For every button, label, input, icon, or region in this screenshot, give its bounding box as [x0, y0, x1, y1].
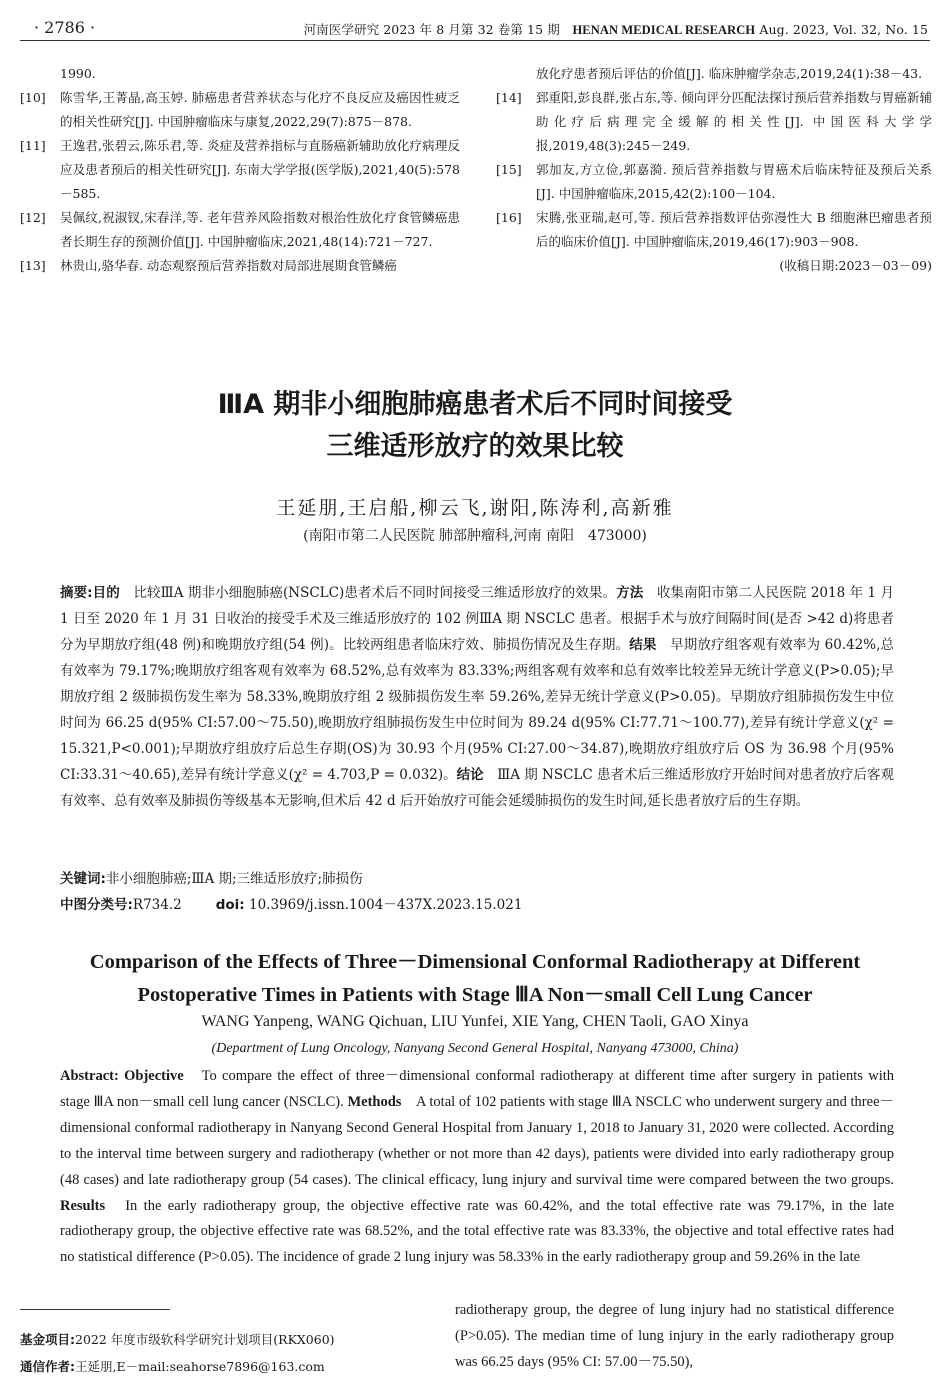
methods-en-label: Methods [347, 1093, 402, 1110]
reference-item: [11] 王逸君,张碧云,陈乐君,等. 炎症及营养指标与直肠癌新辅助放化疗病理反应及患者预后的相关性研究[J]. 东南大学学报(医学版),2021,40(5):578－585. [20, 138, 460, 201]
reference-item: [16] 宋腾,张亚瑞,赵可,等. 预后营养指数评估弥漫性大 B 细胞淋巴瘤患者预后的临床价值[J]. 中国肿瘤临床,2019,46(17):903－908. [496, 210, 932, 249]
clc-value: R734.2 [132, 897, 182, 913]
reference-item: [12] 吴佩纹,祝淑钗,宋春洋,等. 老年营养风险指数对根治性放化疗食管鳞癌患者长期生存的预测价值[J]. 中国肿瘤临床,2021,48(14):721－727. [20, 210, 460, 249]
journal-name-cn: 河南医学研究 2023 年 8 月第 32 卷第 15 期 [303, 22, 560, 37]
corr-label: 通信作者: [20, 1359, 75, 1374]
keywords-text: 非小细胞肺癌;ⅢA 期;三维适形放疗;肺损伤 [105, 871, 363, 887]
classification [60, 892, 894, 918]
keywords [60, 866, 894, 892]
methods-text: 收集南阳市第二人民医院 2018 年 1 月 1 日至 2020 年 1 月 31 日收治的接受手术及三维适形放疗的 102 例ⅢA 期 NSCLC 患者。根据手术与放疗间隔时间(是否 >42 d)将患者分为早期放疗组(48 例)和晚期放疗组(54 例)。比较两组患者临床疗效、肺损伤情况及生存期。 [60, 585, 895, 653]
abstract-en [60, 1064, 894, 1271]
references-left-column [20, 62, 460, 278]
journal-name-en: HENAN MEDICAL RESEARCH [572, 23, 756, 37]
objective-text: 比较ⅢA 期非小细胞肺癌(NSCLC)患者术后不同时间接受三维适形放疗的效果。 [133, 585, 617, 601]
reference-item: [14] 郅重阳,彭良群,张占东,等. 倾向评分匹配法探讨预后营养指数与胃癌新辅助化疗后病理完全缓解的相关性[J]. 中国医科大学学报,2019,48(3):245－249. [496, 90, 932, 153]
english-affiliation: (Department of Lung Oncology, Nanyang Second General Hospital, Nanyang 473000, China) [211, 1041, 739, 1056]
article-title-line2: 三维适形放疗的效果比较 [326, 431, 624, 462]
article-title [0, 384, 950, 468]
reference-item: [10] 陈雪华,王菁晶,高玉婷. 肺癌患者营养状态与化疗不良反应及癌因性疲乏的相关性研究[J]. 中国肿瘤临床与康复,2022,29(7):875－878. [20, 90, 460, 129]
article-title-line1: ⅢA 期非小细胞肺癌患者术后不同时间接受 [217, 389, 733, 420]
fund-footnote [20, 1330, 335, 1348]
abstract-en-continued: radiotherapy group, the degree of lung injury had no statistical difference (P>0.05). The median time of lung injury in the early radiotherapy group was 66.25 days (95% CI: 57.00－75.50), [455, 1302, 894, 1370]
english-authors: WANG Yanpeng, WANG Qichuan, LIU Yunfei, XIE Yang, CHEN Taoli, GAO Xinya [201, 1013, 749, 1030]
objective-en-label: Objective [124, 1068, 184, 1084]
conclusion-label: 结论 [456, 767, 484, 783]
page-number: · 2786 · [34, 18, 96, 37]
reference-item: [15] 郭加友,方立俭,郭嘉漪. 预后营养指数与胃癌术后临床特征及预后关系[J]. 中国肿瘤临床,2015,42(2):100－104. [496, 162, 932, 201]
abstract-en-label: Abstract: [60, 1068, 119, 1084]
reference-item: 放化疗患者预后评估的价值[J]. 临床肿瘤学杂志,2019,24(1):38－43. [536, 66, 923, 81]
results-en-text: In the early radiotherapy group, the objective effective rate was 60.42%, and the total effective rate was 79.17%, in the late radiotherapy group, the objective effective rate was 68.52%, and the total effective rate was 83.33%, the objective and total effective rates had no statistical difference (P>0.05). The incidence of grade 2 lung injury was 58.33% in the early radiotherapy group and 59.26% in the late [60, 1197, 895, 1266]
methods-label: 方法 [616, 585, 644, 601]
fund-text: 2022 年度市级软科学研究计划项目(RKX060) [75, 1332, 335, 1347]
article-authors: 王延朋,王启船,柳云飞,谢阳,陈涛利,高新雅 [276, 497, 674, 519]
results-text: 早期放疗组客观有效率为 60.42%,总有效率为 79.17%;晚期放疗组客观有效率为 68.52%,总有效率为 83.33%;两组客观有效率和总有效率比较差异无统计学意义(P>0.05);早期放疗组 2 级肺损伤发生率为 58.33%,晚期放疗组 2 级肺损伤发生率 59.26%,差异无统计学意义(P>0.05)。早期放疗组肺损伤发生中位时间为 66.25 d(95% CI:57.00～75.50),晚期放疗组肺损伤发生中位时间为 89.24 d(95% CI:77.71～100.77),差异有统计学意义(χ² = 15.321,P<0.001);早期放疗组放疗后总生存期(OS)为 30.93 个月(95% CI:27.00～34.87),晚期放疗组放疗后 OS 为 36.98 个月(95% CI:33.31～40.65),差异有统计学意义(χ² = 4.703,P = 0.032)。 [60, 637, 895, 783]
methods-en-text: A total of 102 patients with stage ⅢA NSCLC who underwent surgery and three－dimensional conformal radiotherapy in Nanyang Second General Hospital from January 1, 2018 to January 31, 2020 were collected. According to the interval time between surgery and radiotherapy (whether or not more than 42 days), patients were divided into early radiotherapy group (48 cases) and late radiotherapy group (54 cases). The clinical efficacy, lung injury and survival time were compared between the two groups. [60, 1093, 895, 1188]
doi-label: doi: [215, 897, 245, 913]
results-label: 结果 [629, 637, 657, 653]
keywords-label: 关键词: [60, 871, 106, 887]
journal-issue-en: Aug. 2023, Vol. 32, No. 15 [759, 22, 928, 37]
english-title-line1: Comparison of the Effects of Three－Dimensional Conformal Radiotherapy at Different [89, 951, 861, 973]
results-en-label: Results [60, 1197, 106, 1214]
clc-label: 中图分类号: [60, 897, 133, 913]
english-title-line2: Postoperative Times in Patients with Stage ⅢA Non－small Cell Lung Cancer [137, 984, 813, 1006]
article-affiliation: (南阳市第二人民医院 肺部肿瘤科,河南 南阳 473000) [303, 528, 647, 544]
doi-value: 10.3969/j.issn.1004－437X.2023.15.021 [248, 897, 523, 913]
english-title [0, 946, 950, 1012]
header-rule [20, 40, 930, 41]
reference-item: 1990. [60, 66, 96, 81]
footnote-rule [20, 1309, 170, 1310]
reference-item: [13] 林贵山,骆华春. 动态观察预后营养指数对局部进展期食管鳞癌 [20, 258, 397, 273]
fund-label: 基金项目: [20, 1332, 75, 1347]
abstract-cn [60, 580, 894, 814]
references-right-column [496, 62, 932, 278]
corresponding-author-footnote [20, 1357, 325, 1375]
corr-text: 王延朋,E－mail:seahorse7896@163.com [75, 1359, 325, 1374]
abstract-cn-label: 摘要: [60, 585, 93, 601]
objective-label: 目的 [92, 585, 120, 601]
page-header [0, 14, 950, 38]
journal-header [304, 20, 928, 38]
objective-en-text: To compare the effect of three－dimensional conformal radiotherapy at different time after surgery in patients with stage ⅢA non－small cell lung cancer (NSCLC). [60, 1068, 895, 1110]
received-date: (收稿日期:2023－03－09) [779, 258, 932, 273]
conclusion-text: ⅢA 期 NSCLC 患者术后三维适形放疗开始时间对患者放疗后客观有效率、总有效率及肺损伤等级基本无影响,但术后 42 d 后开始放疗可能会延缓肺损伤的发生时间,延长患者放疗后的生存期。 [60, 767, 895, 809]
